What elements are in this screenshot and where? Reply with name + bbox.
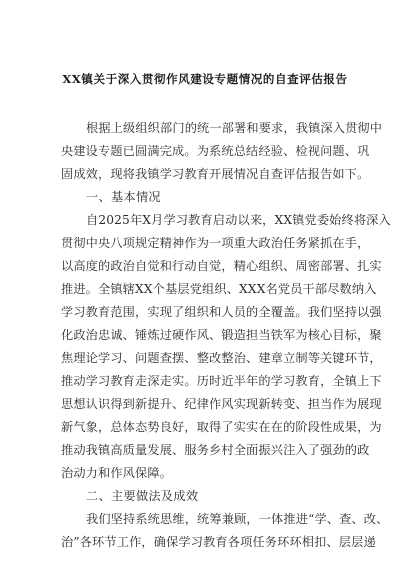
- section-heading-basic-situation: 一、基本情况: [86, 190, 161, 204]
- document-title: XX镇关于深入贯彻作风建设专题情况的自查评估报告: [62, 72, 348, 86]
- paragraph-1-line-3: 固成效，现将我镇学习教育开展情况自查评估报告如下。: [61, 167, 370, 181]
- paragraph-2-line-4: 推进。全镇辖XX个基层党组织、XXX名党员干部尽数纳入: [61, 282, 377, 296]
- paragraph-2-line-11: 推动我镇高质量发展、服务乡村全面振兴注入了强劲的政: [61, 443, 370, 457]
- paragraph-2-line-7: 焦理论学习、问题查摆、整改整治、建章立制等关键环节，: [61, 351, 382, 365]
- section-heading-main-practices: 二、主要做法及成效: [86, 489, 199, 503]
- paragraph-3-line-1: 我们坚持系统思维，统筹兼顾，一体推进“学、查、改、: [86, 512, 389, 526]
- paragraph-2-line-8: 推动学习教育走深走实。历时近半年的学习教育，全镇上下: [61, 374, 382, 388]
- paragraph-2-line-6: 化政治忠诚、锤炼过硬作风、锻造担当铁军为核心目标，聚: [61, 328, 382, 342]
- paragraph-3-line-2: 治”各环节工作，确保学习教育各项任务环环相扣、层层递: [61, 535, 376, 549]
- paragraph-1-line-1: 根据上级组织部门的统一部署和要求，我镇深入贯彻中: [86, 121, 383, 135]
- paragraph-2-line-10: 新气象，总体态势良好，取得了实实在在的阶段性成果，为: [61, 420, 382, 434]
- paragraph-2-line-9: 思想认识得到新提升、纪律作风实现新转变、担当作为展现: [61, 397, 382, 411]
- paragraph-2-line-3: 以高度的政治自觉和行动自觉，精心组织、周密部署、扎实: [61, 259, 382, 273]
- paragraph-2-line-2: 贯彻中央八项规定精神作为一项重大政治任务紧抓在手，: [61, 236, 370, 250]
- paragraph-2-line-12: 治动力和作风保障。: [61, 466, 173, 480]
- paragraph-2-line-5: 学习教育范围，实现了组织和人员的全覆盖。我们坚持以强: [61, 305, 382, 319]
- paragraph-1-line-2: 央建设专题已圆满完成。为系统总结经验、检视问题、巩: [61, 144, 370, 158]
- paragraph-2-line-1: 自2025年X月学习教育启动以来，XX镇党委始终将深入: [86, 213, 391, 227]
